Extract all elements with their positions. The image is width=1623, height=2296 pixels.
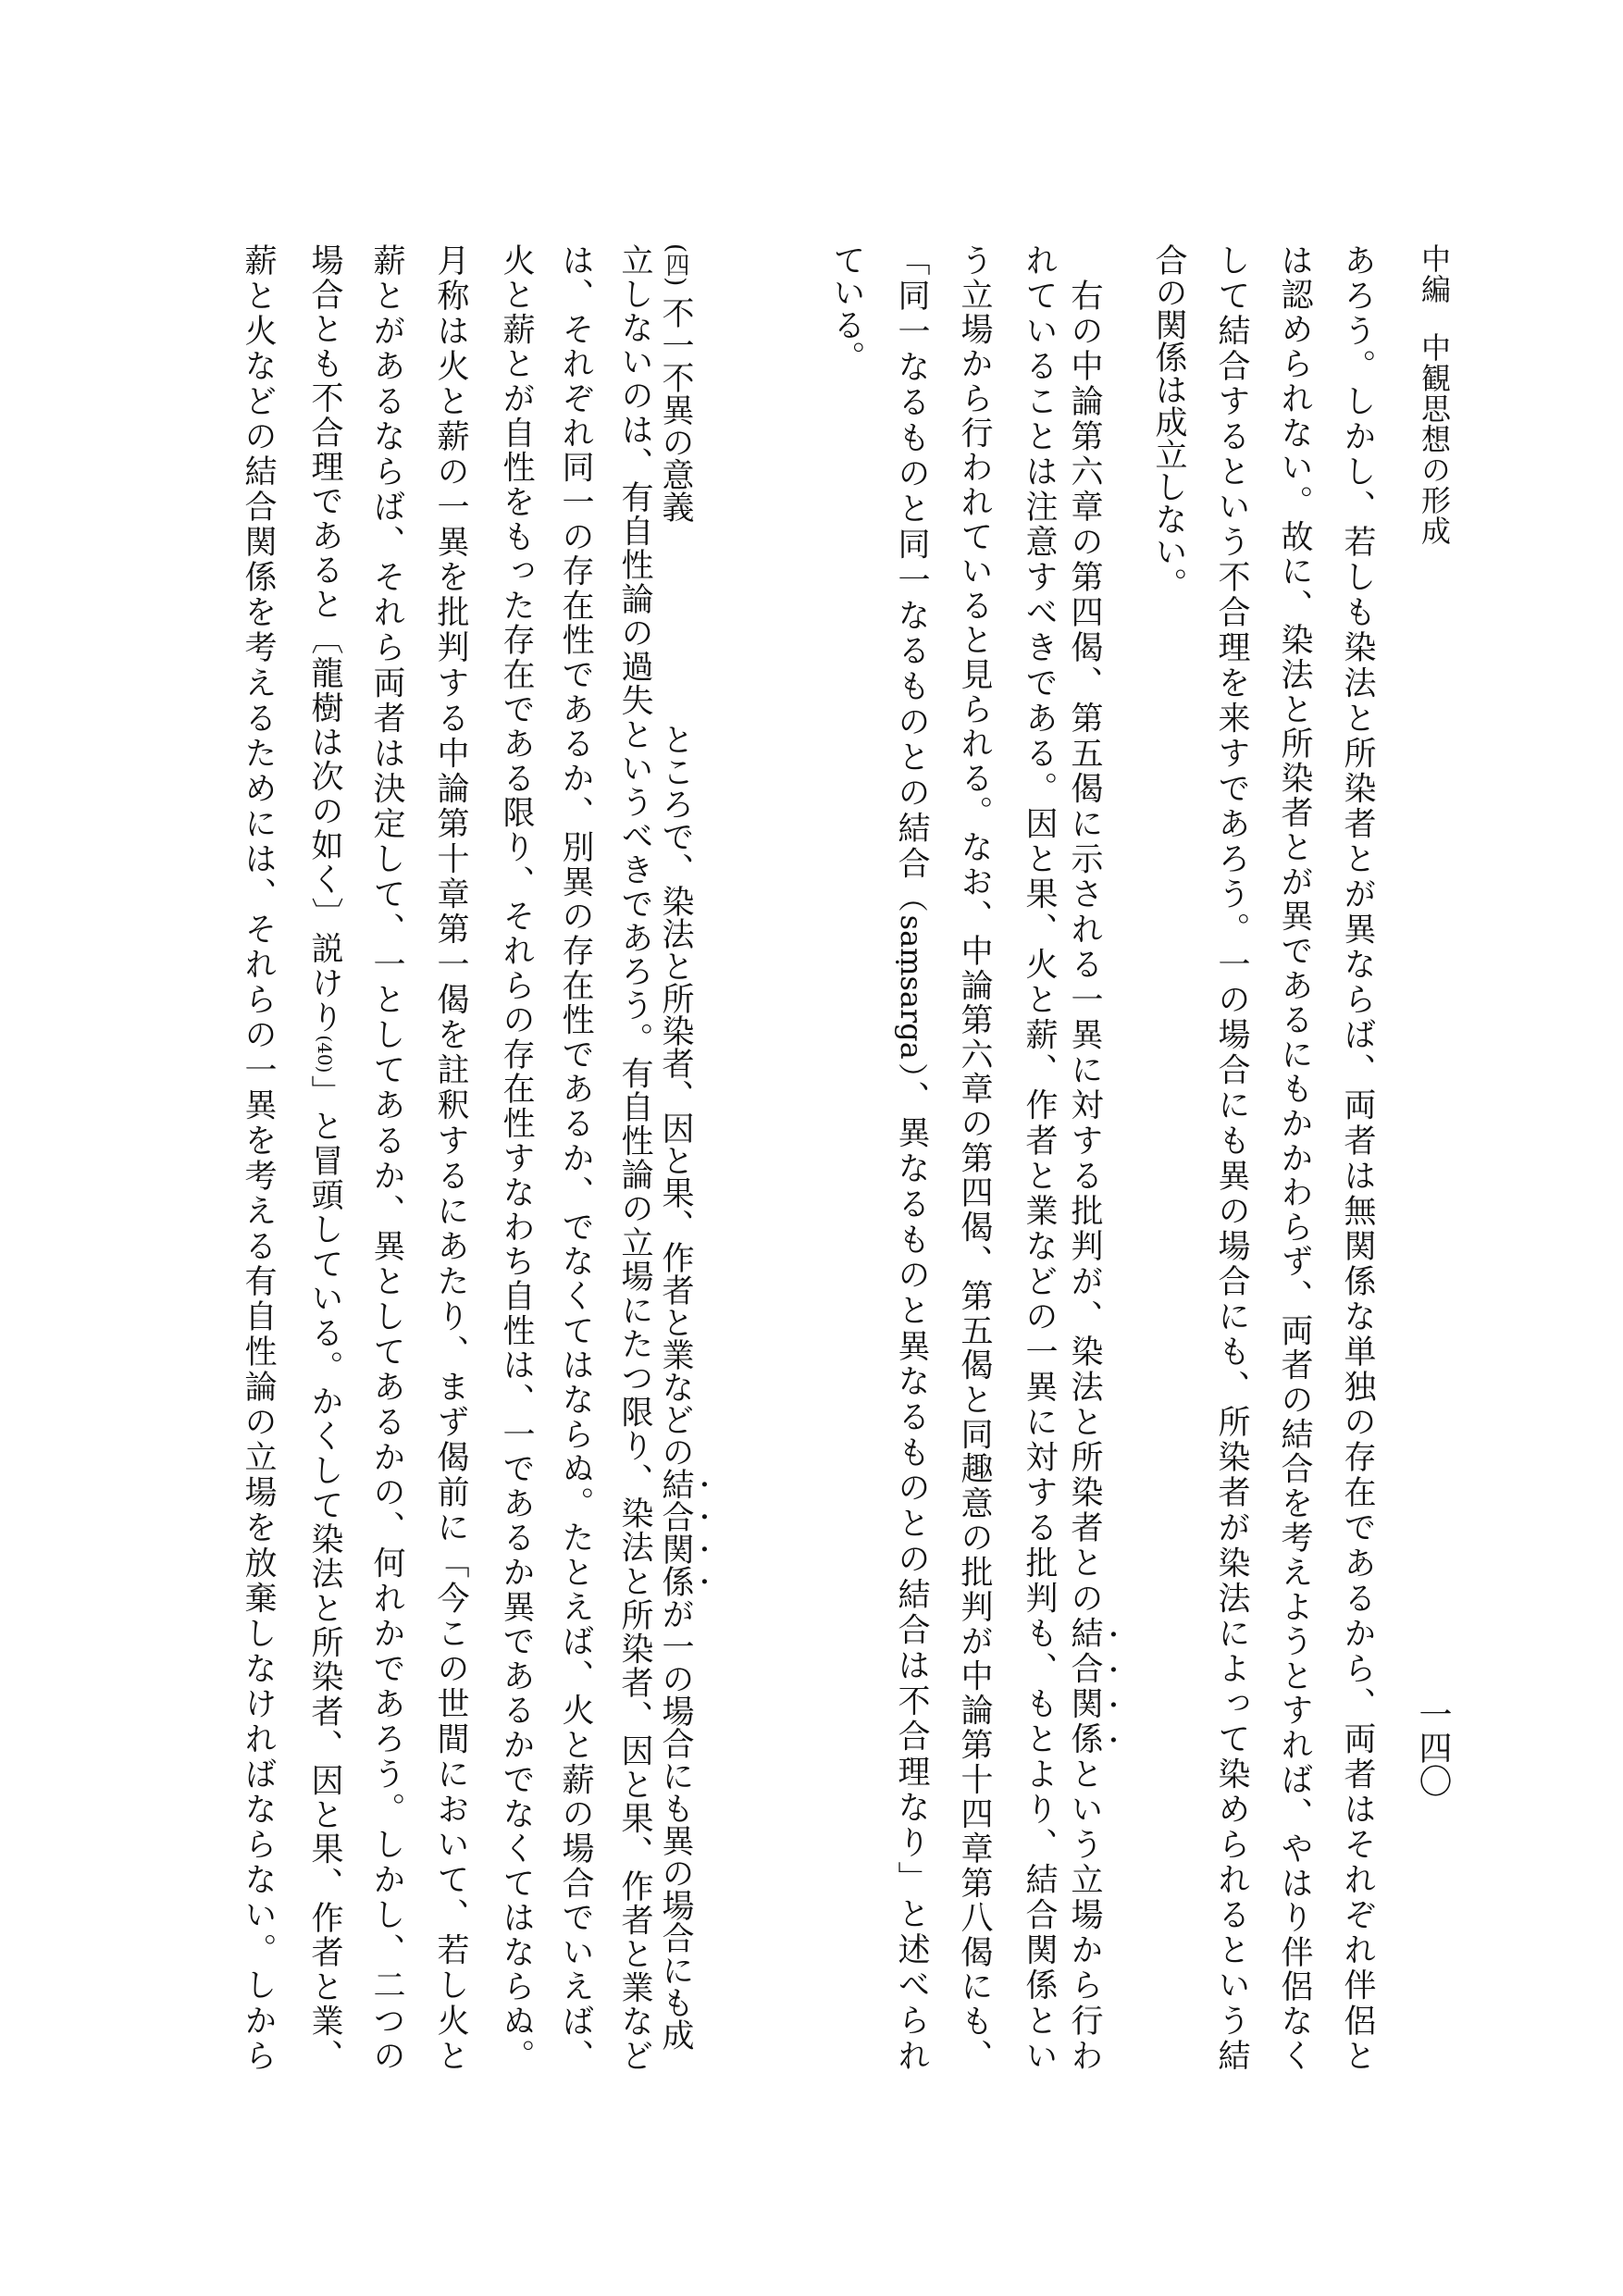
text-line: 月称は火と薪の一異を批判する中論第十章第一偈を註釈するにあたり、まず偈前に「今この世間において、若し火と: [432, 243, 469, 2071]
text-segment: という立場から行わ: [1066, 1756, 1103, 2072]
text-line: 火と薪とが自性をもった存在である限り、それらの存在性すなわち自性は、一であるか異であるかでなくてはならぬ。: [498, 243, 535, 2071]
text-segment: 場合とも不合理であると〔龍樹は次の如く〕説けり: [306, 243, 343, 1036]
emphasized-term: 結合関係: [1066, 1616, 1103, 1757]
emphasized-term: 結合関係: [657, 1468, 694, 1597]
section-title: 不一不異の意義: [657, 296, 694, 524]
text-segment: 「同一なるものと同一なるものとの結合: [893, 243, 930, 883]
text-line: 合の関係は成立しない。: [1150, 243, 1187, 600]
text-line: ている。: [828, 243, 865, 373]
text-segment: 、異なるものと異なるものとの結合は不合理なり」と述べられ: [893, 1080, 930, 2072]
text-line: う立場から行われていると見られる。なお、中論第六章の第四偈、第五偈と同趣意の批判が中論第十四章第八偈にも、: [956, 243, 993, 2071]
text-line: [1066, 279, 1122, 2072]
header-title: 中観思想の形成: [1417, 332, 1452, 546]
text-line: は認められない。故に、染法と所染者とが異であるにもかかわらず、両者の結合を考えようとすれば、やはり伴侶なく: [1276, 243, 1313, 2072]
text-line: あろう。しかし、若しも染法と所染者とが異ならば、両者は無関係な単独の存在であるから、両者はそれぞれ伴侶と: [1339, 243, 1376, 2072]
text-line: [306, 243, 343, 2071]
page-number: 一四〇: [1414, 1697, 1452, 1797]
text-line: 薪とがあるならば、それら両者は決定して、一としてあるか、異としてあるかの、何れかであろう。しかし、二つの: [368, 243, 405, 2071]
text-segment: 右の中論第六章の第四偈、第五偈に示される一異に対する批判が、染法と所染者との: [1066, 279, 1103, 1617]
section-heading: [657, 243, 694, 723]
section-heading-line: [657, 243, 713, 2071]
section-number: (四): [662, 243, 689, 287]
text-line: [893, 243, 930, 2071]
text-segment: が一の場合にも異の場合にも成: [657, 1597, 694, 2051]
sanskrit-term: （saṃsarga）: [894, 882, 929, 1081]
text-line: は、それぞれ同一の存在性であるか、別異の存在性であるか、でなくてはならぬ。たとえば、火と薪の場合でいえば、: [557, 243, 594, 2071]
header-part: 中編: [1417, 243, 1452, 304]
running-header: [1416, 243, 1453, 546]
text-line: れていることは注意すべきである。因と果、火と薪、作者と業などの一異に対する批判も、もとより、結合関係とい: [1021, 243, 1058, 2071]
text-segment: ところで、染法と所染者、因と果、作者と業などの: [657, 723, 694, 1468]
text-line: 立しないのは、有自性論の過失というべきであろう。有自性論の立場にたつ限り、染法と所染者、因と果、作者と業など: [616, 243, 653, 2071]
text-segment: 」と冒頭している。かくして染法と所染者、因と果、作者と業、: [306, 1073, 343, 2072]
text-line: して結合するという不合理を来すであろう。一の場合にも異の場合にも、所染者が染法によって染められるという結: [1213, 243, 1250, 2071]
text-line: 薪と火などの結合関係を考えるためには、それらの一異を考える有自性論の立場を放棄しなければならない。しから: [240, 243, 277, 2071]
footnote-ref[interactable]: (40): [314, 1035, 336, 1074]
